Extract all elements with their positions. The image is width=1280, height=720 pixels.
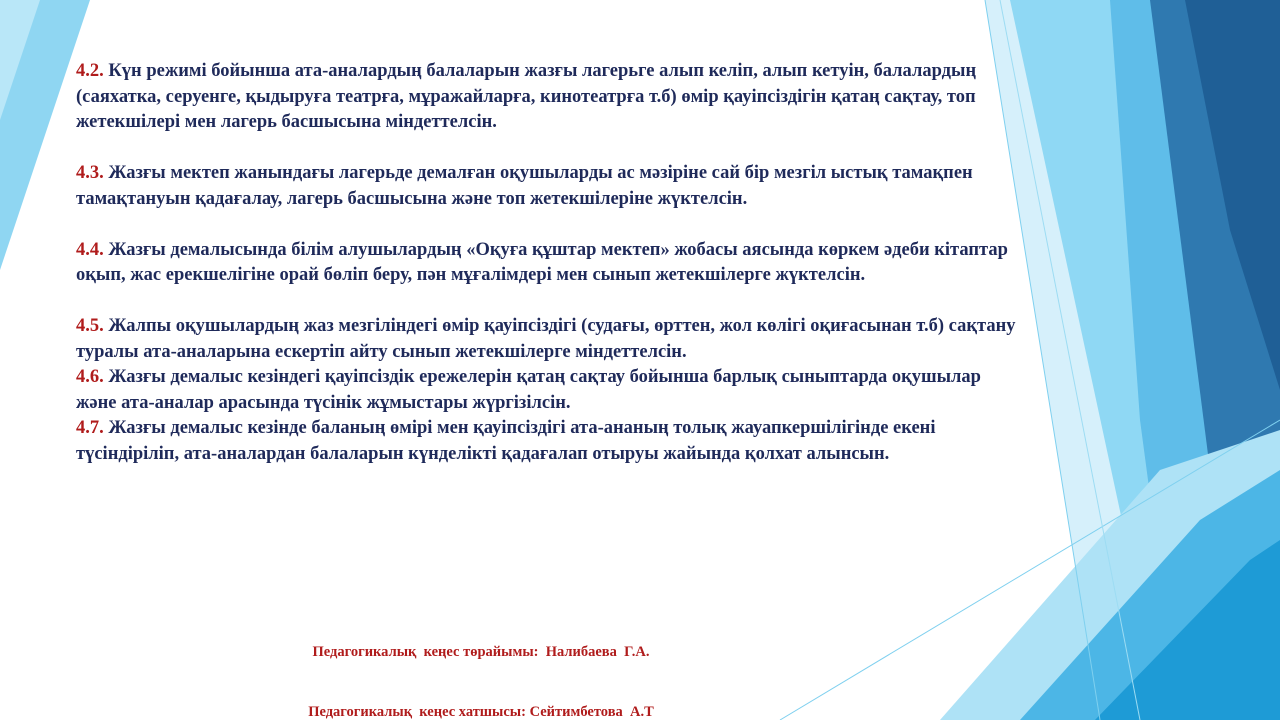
list-item bbox=[76, 59, 1026, 136]
item-text: Күн режимі бойынша ата-аналардың балаларын жазғы лагерьге алып келіп, алып кетуін, балалардың (саяхатка, серуенге, қыдыруға театрға, мұражайларға, кинотеатрға т.б) өмір қауіпсіздігін қатаң сақтау, топ жетекшілері мен лагерь басшысына міндеттелсін. bbox=[76, 61, 977, 132]
item-text: Жазғы мектеп жанындағы лагерьде демалған оқушыларды ас мәзіріне сай бір мезгіл ыстық тамақпен тамақтануын қадағалау, лагерь басшысына және топ жетекшілеріне жүктелсін. bbox=[76, 163, 973, 209]
item-number: 4.3. bbox=[76, 163, 104, 183]
signature-chair-line: Педагогикалық кеңес төрайымы: Налибаева Г.А. bbox=[312, 644, 650, 660]
signature-block bbox=[291, 602, 671, 720]
item-number: 4.6. bbox=[76, 367, 104, 387]
list-item bbox=[76, 365, 1026, 416]
list-item bbox=[76, 161, 1026, 212]
item-text: Жазғы демалысында білім алушылардың «Оқуға құштар мектеп» жобасы аясында көркем әдеби кітаптар оқып, жас ерекшелігіне орай бөліп беру, пән мұғалімдері мен сынып жетекшілерге жүктелсін. bbox=[76, 239, 1008, 285]
item-text: Жазғы демалыс кезіндегі қауіпсіздік ережелерін қатаң сақтау бойынша барлық сыныптарда оқушылар және ата-аналар арасында түсінік жұмыстары жүргізілсін. bbox=[76, 367, 981, 413]
list-item bbox=[76, 238, 1026, 289]
item-text: Жалпы оқушылардың жаз мезгіліндегі өмір қауіпсіздігі (судағы, өрттен, жол көлігі оқиғасынан т.б) сақтану туралы ата-аналарына ескертіп айту сынып жетекшілерге міндеттелсін. bbox=[76, 316, 1016, 362]
item-number: 4.2. bbox=[76, 61, 104, 81]
item-number: 4.7. bbox=[76, 418, 104, 438]
list-item bbox=[76, 314, 1026, 365]
item-number: 4.4. bbox=[76, 239, 104, 260]
list-item bbox=[76, 416, 1026, 467]
item-text: Жазғы демалыс кезінде баланың өмірі мен қауіпсіздігі ата-ананың толық жауапкершілігінде екені түсіндіріліп, ата-аналардан балаларын күнделікті қадағалап отыруы жайында қолхат алынсын. bbox=[76, 418, 936, 464]
item-number: 4.5. bbox=[76, 316, 104, 336]
order-items-list bbox=[76, 59, 1026, 467]
signature-secretary-line: Педагогикалық кеңес хатшысы: Сейтимбетова А.Т bbox=[308, 704, 654, 720]
